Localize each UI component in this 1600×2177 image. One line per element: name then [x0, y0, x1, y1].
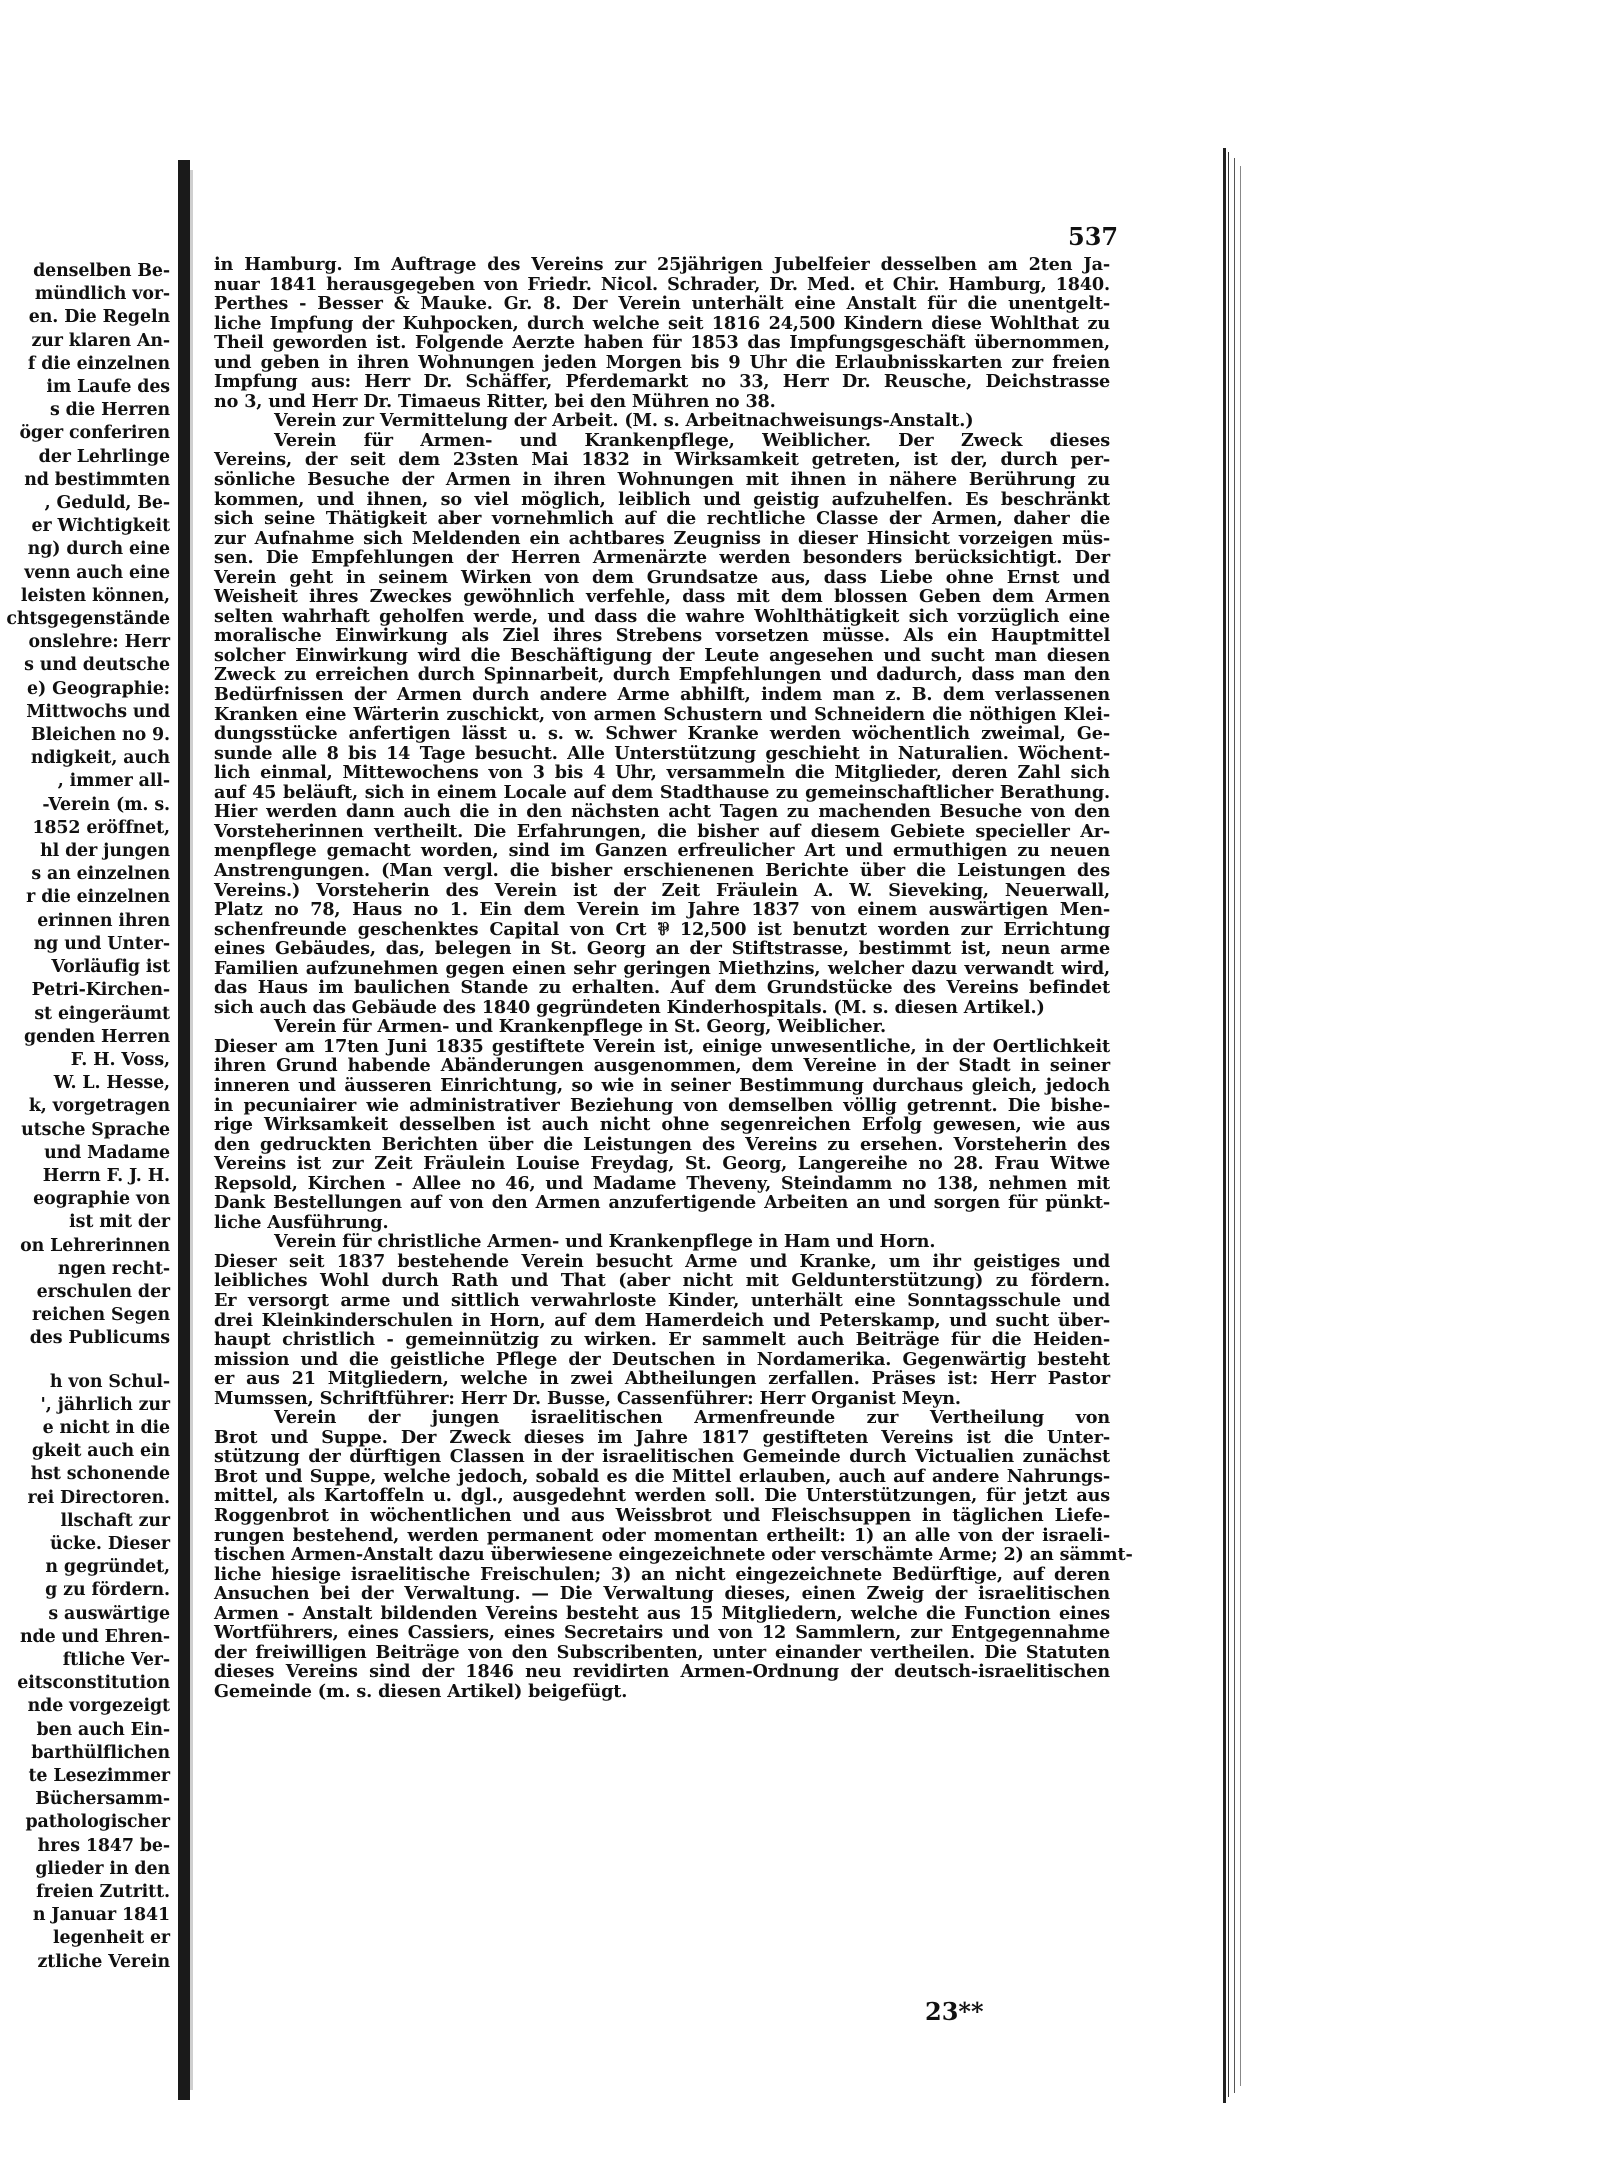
left-page-line: Herrn F. J. H.: [42, 1165, 170, 1186]
left-page-line: barthülflichen: [31, 1742, 170, 1763]
text-line: Verein für Armen- und Krankenpflege in St. Georg, Weiblicher.: [274, 1016, 886, 1038]
text-line: Brot und Suppe, welche jedoch, sobald es die Mittel erlauben, auch auf andere Nahrungs-: [214, 1465, 1110, 1487]
left-page-line: -Verein (m. s.: [42, 794, 170, 815]
left-page-line: eographie von: [33, 1189, 170, 1210]
text-line: Roggenbrot in wöchentlichen und aus Weissbrot und Fleischsuppen in täglichen Liefe-: [214, 1505, 1110, 1526]
text-line: Verein geht in seinem Wirken von dem Grundsatze aus, dass Liebe ohne Ernst und: [214, 566, 1110, 588]
left-page-line: n gegründet,: [45, 1557, 170, 1578]
left-page-line: der Lehrlinge: [38, 446, 170, 467]
text-line: kommen, und ihnen, so viel möglich, leiblich und geistig aufzuhelfen. Es beschränkt: [214, 488, 1110, 510]
text-line: menpflege gemacht worden, sind im Ganzen erfreulicher Art und ermuthigen zu neuen: [214, 840, 1110, 862]
left-page-line: Petri-Kirchen-: [31, 980, 170, 1001]
text-line: solcher Einwirkung wird die Beschäftigung der Leute angesehen und sucht man diesen: [214, 644, 1110, 666]
text-line: Vereins, der seit dem 23sten Mai 1832 in Wirksamkeit getreten, ist der, durch per-: [214, 449, 1110, 471]
left-facing-page: [0, 150, 178, 2100]
left-page-line: hl der jungen: [40, 841, 170, 862]
left-page-line: ist mit der: [69, 1212, 170, 1233]
text-line: Verein für Armen- und Krankenpflege, Weiblicher. Der Zweck dieses: [274, 429, 1110, 451]
text-line: dieses Vereins sind der 1846 neu revidirten Armen-Ordnung der deutsch-israelitischen: [214, 1661, 1110, 1683]
text-line: ihren Grund habende Abänderungen ausgenommen, dem Vereine in der Stadt in seiner: [214, 1055, 1110, 1077]
page-edge: [1234, 158, 1235, 2093]
left-page-line: ztliche Verein: [37, 1951, 170, 1972]
left-page-line: leisten können,: [20, 585, 170, 606]
left-page-line: utsche Sprache: [21, 1119, 170, 1140]
text-line: Vorsteherinnen vertheilt. Die Erfahrungen, die bisher auf diesem Gebiete specieller Ar-: [214, 820, 1110, 842]
page-edge: [1240, 166, 1241, 2086]
page-number: 537: [1068, 222, 1119, 251]
text-line: Ansuchen bei der Verwaltung. — Die Verwaltung dieses, einen Zweig der israelitischen: [214, 1583, 1110, 1605]
signature-mark: 23**: [925, 1997, 984, 2026]
text-line: rige Wirksamkeit desselben ist auch nicht ohne segenreichen Erfolg gewesen, wie aus: [214, 1114, 1110, 1136]
body-text: [214, 254, 1133, 1702]
left-page-line: freien Zutritt.: [36, 1882, 170, 1903]
page-edge: [1228, 152, 1229, 2097]
left-page-line: nde und Ehren-: [19, 1626, 170, 1647]
text-line: dungsstücke anfertigen lässt u. s. w. Schwer Kranke werden wöchentlich zweimal, Ge-: [214, 723, 1110, 745]
left-page-line: ', jährlich zur: [40, 1394, 170, 1415]
left-page-line: Mittwochs und: [26, 701, 170, 722]
text-line: er aus 21 Mitgliedern, welche in zwei Abtheilungen zerfallen. Präses ist: Herr Pastor: [214, 1368, 1110, 1390]
text-line: sunde alle 8 bis 14 Tage besucht. Alle Unterstützung geschieht in Naturalien. Wöchent-: [214, 742, 1110, 764]
left-page-line: hres 1847 be-: [37, 1835, 170, 1856]
text-line: Impfung aus: Herr Dr. Schäffer, Pferdemarkt no 33, Herr Dr. Reusche, Deichstrasse: [214, 371, 1110, 393]
left-page-line: e nicht in die: [42, 1417, 170, 1438]
left-page-line: venn auch eine: [24, 562, 170, 583]
left-page-line: F. H. Voss,: [70, 1049, 170, 1070]
left-page-line: nde vorgezeigt: [27, 1696, 170, 1717]
text-line: Kranken eine Wärterin zuschickt, von armen Schustern und Schneidern die nöthigen Klei-: [214, 703, 1110, 725]
left-page-line: denselben Be-: [33, 261, 170, 281]
left-page-line: im Laufe des: [46, 377, 170, 398]
text-line: in pecuniairer wie administrativer Beziehung von demselben völlig getrennt. Die bishe-: [214, 1094, 1110, 1116]
left-page-line: zur klaren An-: [31, 330, 170, 351]
text-line: schenfreunde geschenktes Capital von Crt ⅌ 12,500 ist benutzt worden zur Errichtung: [214, 918, 1110, 940]
left-page-line: hst schonende: [30, 1464, 170, 1485]
left-page-line: g zu fördern.: [45, 1580, 170, 1601]
text-line: Weisheit ihres Zweckes gewöhnlich verfehle, dass mit dem blossen Geben dem Armen: [214, 586, 1110, 608]
left-page-line: st eingeräumt: [34, 1003, 170, 1024]
left-page-line: k, vorgetragen: [28, 1096, 170, 1117]
left-page-line: und Madame: [44, 1142, 170, 1163]
text-line: Dieser am 17ten Juni 1835 gestiftete Verein ist, einige unwesentliche, in der Oertlichkeit: [214, 1035, 1110, 1057]
left-page-line: chtsgegenstände: [6, 609, 170, 630]
left-page-line: onslehre: Herr: [28, 632, 170, 653]
left-page-line: en. Die Regeln: [28, 307, 170, 328]
left-page-line: mündlich vor-: [34, 284, 170, 305]
left-page-line: e) Geographie:: [27, 678, 170, 699]
text-line: liche Impfung der Kuhpocken, durch welche seit 1816 24,500 Kindern diese Wohlthat zu: [214, 312, 1110, 334]
left-page-line: Büchersamm-: [35, 1789, 170, 1810]
text-line: Bedürfnissen der Armen durch andere Arme abhilft, indem man z. B. dem verlassenen: [214, 684, 1110, 706]
text-line: moralische Einwirkung als Ziel ihres Strebens vorsetzen müsse. Als ein Hauptmittel: [214, 625, 1110, 647]
text-line: eines Gebäudes, das, belegen in St. Georg an der Stiftstrasse, bestimmt ist, neun arme: [214, 938, 1110, 960]
text-line: inneren und äusseren Einrichtung, so wie in seiner Bestimmung durchaus gleich, jedoch: [214, 1074, 1110, 1096]
left-page-line: ftliche Ver-: [62, 1649, 170, 1670]
text-line: Anstrengungen. (Man vergl. die bisher erschienenen Berichte über die Leistungen des: [214, 859, 1110, 881]
left-page-text: [6, 260, 170, 1974]
text-line: Dank Bestellungen auf von den Armen anzufertigende Arbeiten an und sorgen für pünkt-: [214, 1192, 1110, 1214]
text-line: mittel, als Kartoffeln u. dgl., ausgedehnt werden soll. Die Unterstützungen, für jetzt aus: [214, 1485, 1110, 1507]
left-page-line: ngen recht-: [57, 1258, 170, 1279]
text-line: Zweck zu erreichen durch Spinnarbeit, durch Empfehlungen und dadurch, dass man den: [214, 664, 1110, 686]
text-line: Armen - Anstalt bildenden Vereins besteht aus 15 Mitgliedern, welche die Function eines: [214, 1602, 1110, 1624]
left-page-line: gkeit auch ein: [31, 1441, 170, 1462]
left-page-line: h von Schul-: [49, 1371, 170, 1392]
text-line: sen. Die Empfehlungen der Herren Armenärzte werden besonders berücksichtigt. Der: [214, 547, 1110, 569]
text-line: Platz no 78, Haus no 1. Ein dem Verein im Jahre 1837 von einem auswärtigen Men-: [214, 899, 1110, 921]
text-line: Gemeinde (m. s. diesen Artikel) beigefügt.: [214, 1680, 628, 1702]
left-page-line: eitsconstitution: [17, 1673, 170, 1694]
left-page-line: s an einzelnen: [31, 864, 170, 885]
text-line: nuar 1841 herausgegeben von Friedr. Nicol. Schrader, Dr. Med. et Chir. Hamburg, 1840.: [214, 273, 1110, 295]
left-page-line: s und deutsche: [24, 655, 170, 676]
text-line: sönliche Besuche der Armen in ihren Wohnungen mit ihnen in nähere Berührung zu: [214, 469, 1110, 491]
left-page-line: glieder in den: [35, 1858, 170, 1879]
left-page-line: ndigkeit, auch: [30, 748, 170, 769]
text-line: auf 45 beläuft, sich in einem Locale auf dem Stadthause zu gemeinschaftlicher Berathung.: [214, 781, 1110, 803]
text-line: das Haus im baulichen Stande zu erhalten. Auf dem Grundstücke des Vereins befindet: [214, 977, 1110, 999]
left-page-line: erinnen ihren: [37, 910, 170, 931]
text-line: Wortführers, eines Cassiers, eines Secretairs und von 12 Sammlern, zur Entgegennahme: [214, 1622, 1110, 1644]
text-line: Vereins.) Vorsteherin des Verein ist der Zeit Fräulein A. W. Sieveking, Neuerwall,: [214, 879, 1110, 901]
left-page-line: Bleichen no 9.: [30, 725, 170, 746]
text-line: in Hamburg. Im Auftrage des Vereins zur 25jährigen Jubelfeier desselben am 2ten Ja-: [214, 254, 1110, 275]
text-line: mission und die geistliche Pflege der Deutschen in Nordamerika. Gegenwärtig besteht: [214, 1348, 1110, 1370]
left-page-line: er Wichtigkeit: [31, 516, 170, 537]
text-line: haupt christlich - gemeinnützig zu wirken. Er sammelt auch Beiträge für die Heiden-: [214, 1329, 1110, 1351]
left-page-line: ben auch Ein-: [36, 1719, 170, 1740]
text-line: den gedruckten Berichten über die Leistungen des Vereins zu ersehen. Vorsteherin des: [214, 1133, 1110, 1155]
text-line: Er versorgt arme und sittlich verwahrloste Kinder, unterhält eine Sonntagsschule und: [214, 1289, 1110, 1311]
left-page-line: llschaft zur: [60, 1510, 170, 1531]
text-line: Verein der jungen israelitischen Armenfreunde zur Vertheilung von: [274, 1407, 1110, 1429]
left-page-line: des Publicums: [29, 1328, 170, 1349]
text-line: und geben in ihren Wohnungen jeden Morgen bis 9 Uhr die Erlaubnisskarten zur freien: [214, 351, 1110, 373]
text-line: drei Kleinkinderschulen in Horn, auf dem Hamerdeich und Peterskamp, und sucht über-: [214, 1309, 1110, 1331]
left-page-line: 1852 eröffnet,: [32, 817, 170, 838]
text-line: liche Ausführung.: [214, 1211, 389, 1233]
left-page-line: W. L. Hesse,: [53, 1073, 170, 1094]
left-page-line: , Geduld, Be-: [44, 493, 170, 514]
text-line: Verein zur Vermittelung der Arbeit. (M. s. Arbeitnachweisungs-Anstalt.): [274, 410, 974, 432]
text-line: Mumssen, Schriftführer: Herr Dr. Busse, Cassenführer: Herr Organist Meyn.: [214, 1387, 961, 1409]
text-line: lich einmal, Mittewochens von 3 bis 4 Uhr, versammeln die Mitglieder, deren Zahl sich: [214, 762, 1110, 784]
text-line: Brot und Suppe. Der Zweck dieses im Jahre 1817 gestifteten Vereins ist die Unter-: [214, 1426, 1110, 1448]
left-page-line: pathologischer: [25, 1812, 170, 1833]
text-line: der freiwilligen Beiträge von den Subscribenten, unter einander vertheilen. Die Statuten: [214, 1641, 1110, 1663]
text-line: selten wahrhaft geholfen werde, und dass die wahre Wohlthätigkeit sich vorzüglich eine: [214, 605, 1110, 627]
text-line: Verein für christliche Armen- und Krankenpflege in Ham und Horn.: [274, 1231, 936, 1253]
text-line: tischen Armen-Anstalt dazu überwiesene eingezeichnete oder verschämte Arme; 2) an sämmt-: [214, 1544, 1133, 1566]
left-page-line: s die Herren: [49, 400, 170, 421]
left-page-line: s auswärtige: [48, 1603, 170, 1624]
left-page-line: te Lesezimmer: [28, 1766, 170, 1786]
left-page-line: legenheit er: [53, 1928, 170, 1949]
text-line: no 3, und Herr Dr. Timaeus Ritter, bei den Mühren no 38.: [214, 390, 776, 412]
text-line: sich seine Thätigkeit aber vornehmlich auf die rechtliche Classe der Armen, daher die: [214, 508, 1110, 530]
left-page-line: rei Directoren.: [27, 1487, 170, 1508]
text-line: Dieser seit 1837 bestehende Verein besucht Arme und Kranke, um ihr geistiges und: [214, 1250, 1110, 1272]
book-gutter: [178, 160, 190, 2100]
left-page-line: ng und Unter-: [33, 933, 170, 954]
text-line: Familien aufzunehmen gegen einen sehr geringen Miethzins, welcher dazu verwandt wird,: [214, 957, 1110, 979]
text-line: Hier werden dann auch die in den nächsten acht Tagen zu machenden Besuche von den: [214, 801, 1110, 823]
text-line: Vereins ist zur Zeit Fräulein Louise Freydag, St. Georg, Langereihe no 28. Frau Witwe: [214, 1153, 1110, 1175]
left-page-line: ücke. Dieser: [49, 1533, 170, 1554]
left-page-line: reichen Segen: [31, 1305, 170, 1326]
text-line: liche hiesige israelitische Freischulen; 3) an nicht eingezeichnete Bedürftige, auf deren: [214, 1563, 1110, 1585]
left-page-line: öger conferiren: [19, 423, 170, 444]
left-page-line: nd bestimmten: [24, 469, 170, 490]
left-page-line: Vorläufig ist: [51, 957, 170, 978]
text-line: sich auch das Gebäude des 1840 gegründeten Kinderhospitals. (M. s. diesen Artikel.): [214, 996, 1045, 1018]
left-page-line: erschulen der: [36, 1281, 170, 1302]
text-line: stützung der dürftigen Classen in der israelitischen Gemeinde durch Victualien zunächst: [214, 1446, 1110, 1468]
left-page-line: genden Herren: [23, 1026, 170, 1047]
text-line: Theil geworden ist. Folgende Aerzte haben für 1853 das Impfungsgeschäft übernommen,: [214, 332, 1110, 354]
left-page-line: r die einzelnen: [26, 887, 170, 908]
left-page-line: on Lehrerinnen: [20, 1235, 170, 1256]
text-line: rungen bestehend, werden permanent oder momentan ertheilt: 1) an alle von der israeli-: [214, 1524, 1110, 1546]
left-page-line: n Januar 1841: [32, 1905, 170, 1926]
left-page-line: f die einzelnen: [27, 353, 170, 374]
text-line: leibliches Wohl durch Rath und That (aber nicht mit Geldunterstützung) zu fördern.: [214, 1270, 1110, 1292]
left-page-line: ng) durch eine: [27, 539, 170, 560]
text-line: Perthes - Besser & Mauke. Gr. 8. Der Verein unterhält eine Anstalt für die unentgelt-: [214, 293, 1110, 315]
left-page-line: , immer all-: [57, 771, 170, 792]
text-line: Repsold, Kirchen - Allee no 46, und Madame Theveny, Steindamm no 138, nehmen mit: [214, 1172, 1110, 1194]
text-line: zur Aufnahme sich Meldenden ein achtbares Zeugniss in dieser Hinsicht vorzeigen müs-: [214, 527, 1110, 549]
